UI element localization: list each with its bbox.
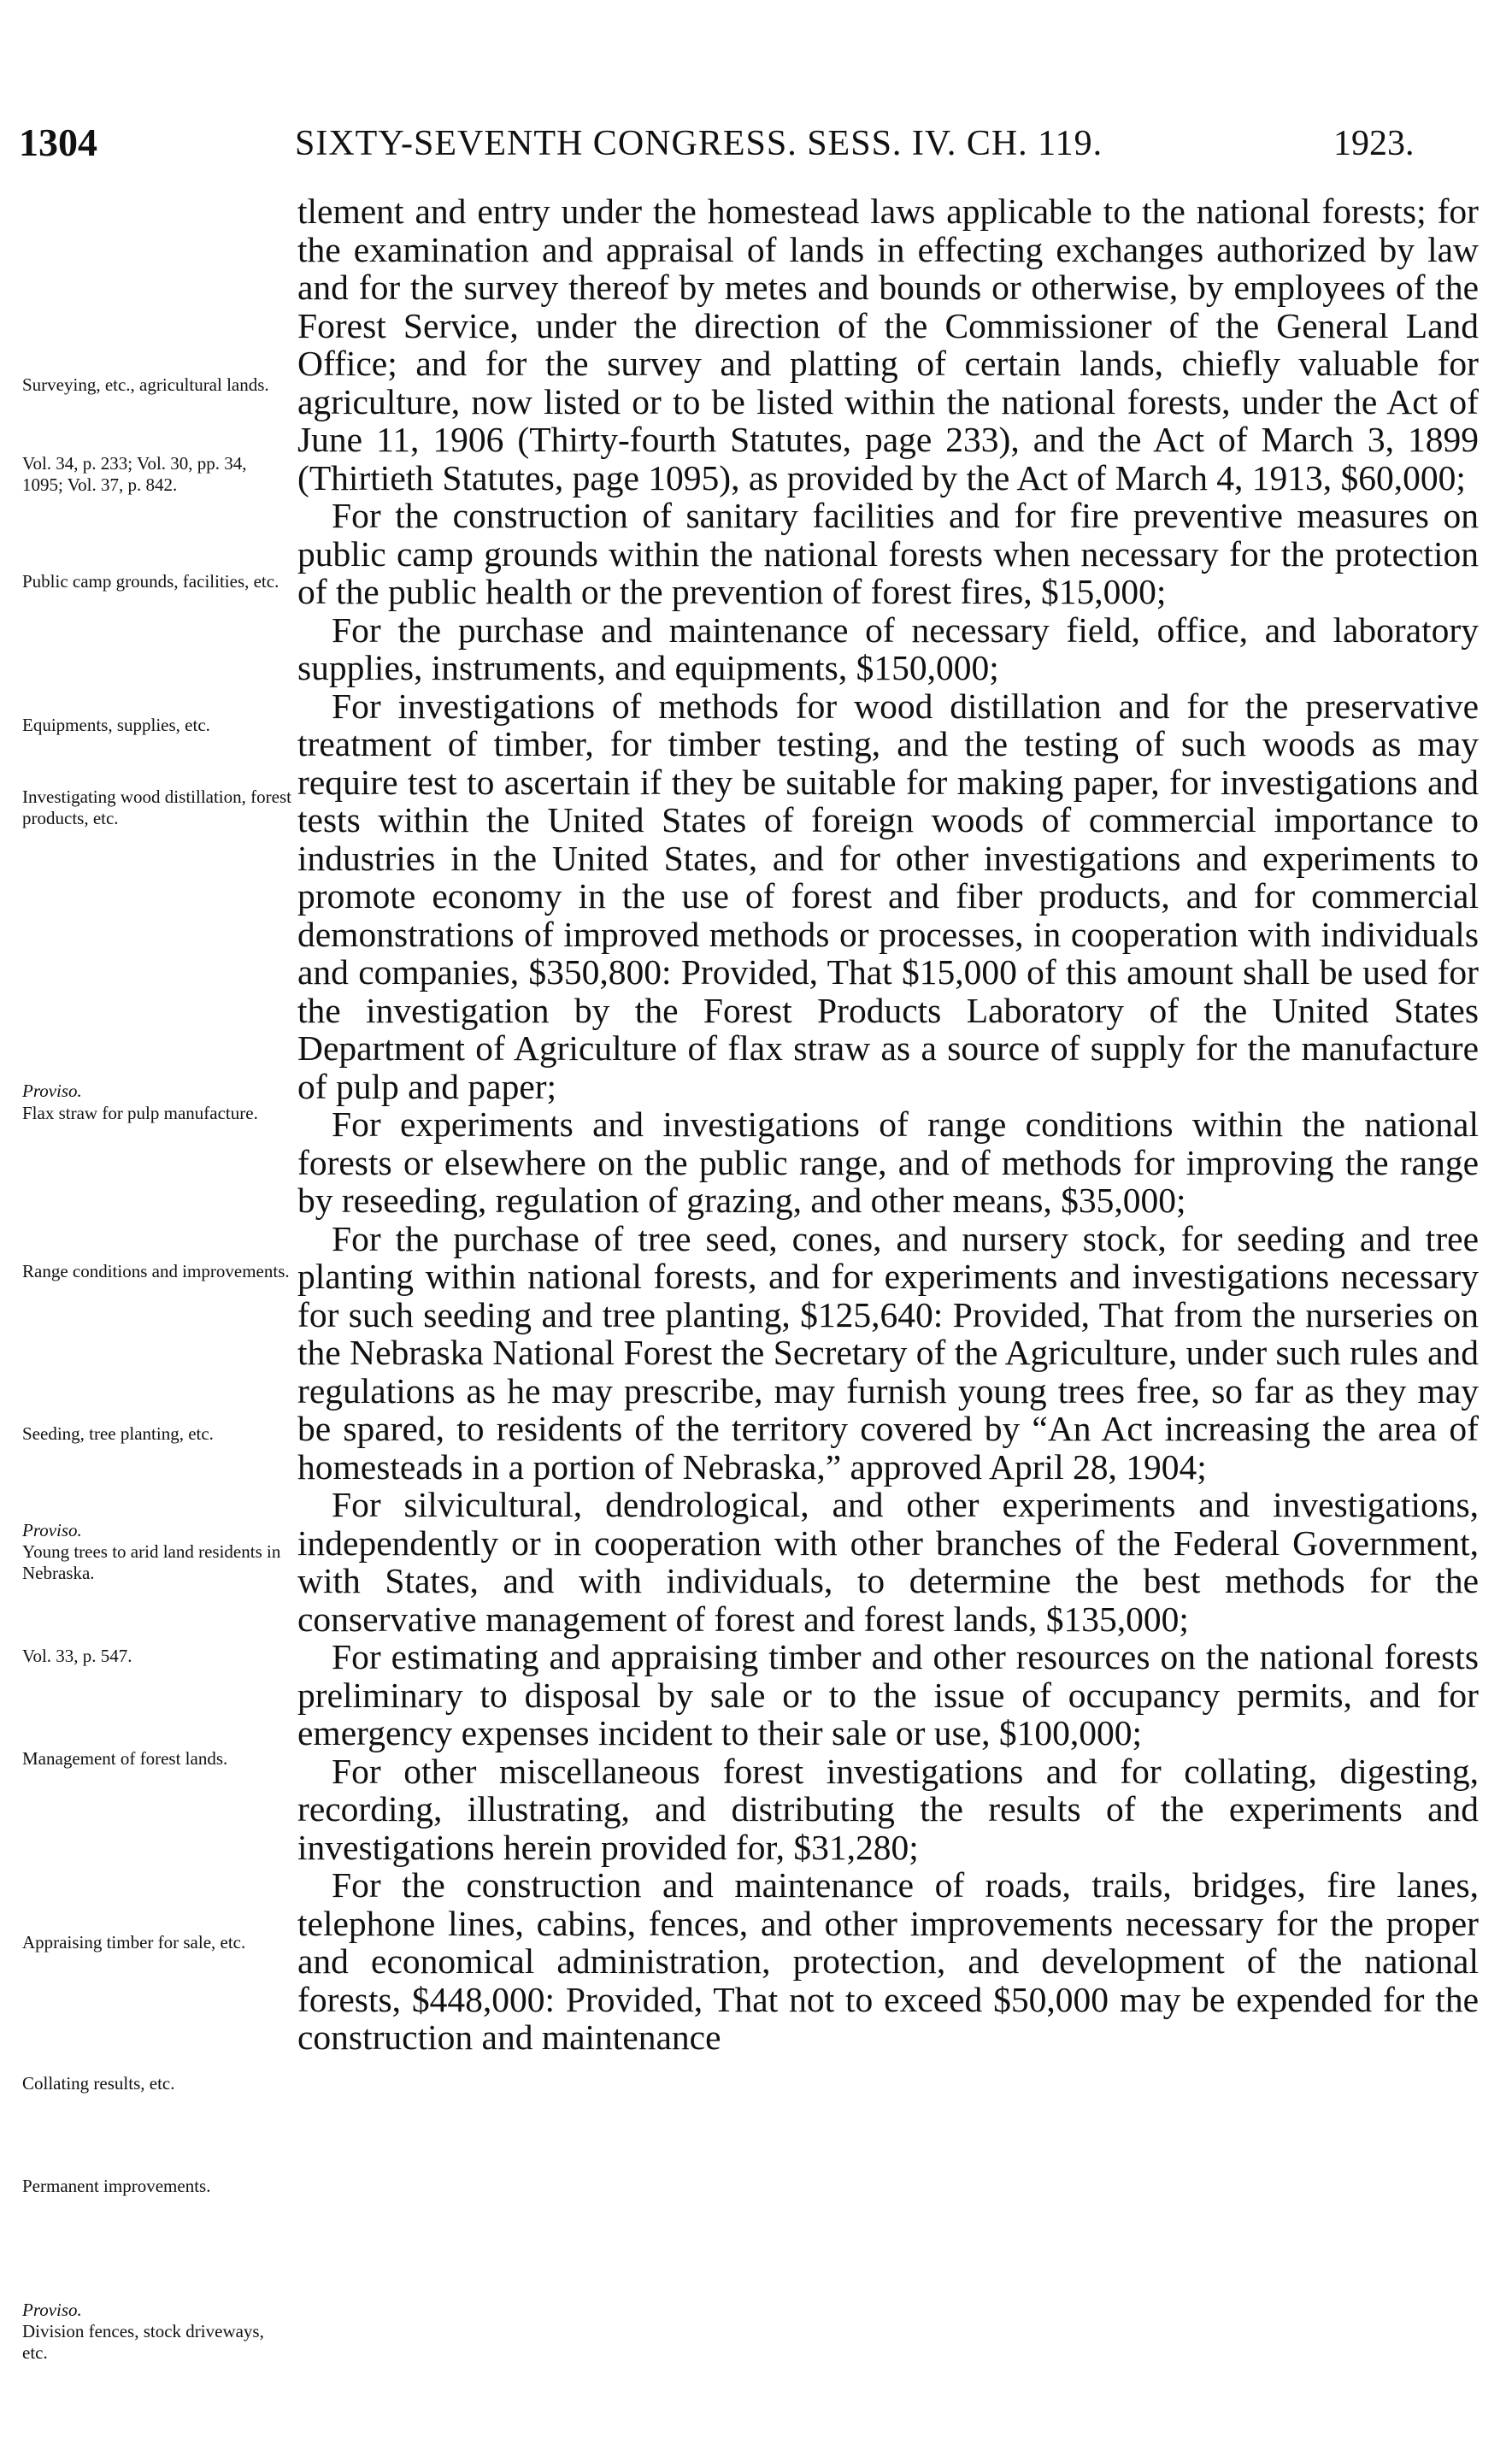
- paragraph: For the purchase of tree seed, cones, and nursery stock, for seeding and tree planting within national forests, and for experiments and investigations necessary for such seeding and tree planting, $125,640: Provided, That from the nurseries on the Nebraska National Forest the Secretary of the Agriculture, under such rules and regulations as he may prescribe, may furnish young trees free, so far as they may be spared, to residents of the territory covered by “An Act increasing the area of homesteads in a portion of Nebraska,” approved April 28, 1904;: [297, 1218, 1479, 1487]
- margin-note: Collating results, etc.: [22, 2073, 175, 2094]
- paragraph: For the construction of sanitary facilities and for fire preventive measures on public camp grounds within the national forests when necessary for the protection of the public health or the prevention of forest fires, $15,000;: [297, 496, 1479, 611]
- paragraph: For experiments and investigations of range conditions within the national forests or elsewhere on the public range, and of methods for improving the range by reseeding, regulation of grazing, and other means, $35,000;: [297, 1104, 1479, 1220]
- page-number: 1304: [19, 121, 97, 164]
- margin-note: Seeding, tree planting, etc.: [22, 1423, 214, 1444]
- margin-note-proviso: Proviso.: [22, 1520, 82, 1540]
- margin-note: Investigating wood distillation, forest products, etc.: [22, 786, 291, 828]
- paragraph: For other miscellaneous forest investigations and for collating, digesting, recording, illustrating, and distributing the results of the experiments and investigations herein provided for, $31,280;: [297, 1751, 1479, 1867]
- margin-note-proviso: Proviso.: [22, 1081, 82, 1101]
- margin-note-proviso: Proviso.: [22, 2300, 82, 2320]
- paragraph: For the purchase and maintenance of necessary field, office, and laboratory supplies, instruments, and equipments, $150,000;: [297, 610, 1479, 687]
- margin-note: Management of forest lands.: [22, 1748, 228, 1769]
- paragraph: For the construction and maintenance of roads, trails, bridges, fire lanes, telephone lines, cabins, fences, and other improvements necessary for the proper and economical administration, protection, and development of the national forests, $448,000: Provided, That not to exceed $50,000 may be expended for the construction and maintenance: [297, 1865, 1479, 2057]
- margin-note: Public camp grounds, facilities, etc.: [22, 571, 279, 592]
- margin-note: Permanent improvements.: [22, 2176, 211, 2196]
- margin-note: Range conditions and improvements.: [22, 1261, 290, 1281]
- header-year: 1923.: [1333, 124, 1415, 163]
- statute-body: [297, 192, 1479, 2057]
- margin-note: Young trees to arid land residents in Nebraska.: [22, 1541, 281, 1583]
- margin-note: Flax straw for pulp manufacture.: [22, 1103, 258, 1123]
- margin-note: Surveying, etc., agricultural lands.: [22, 374, 269, 395]
- margin-notes: [22, 0, 291, 2462]
- paragraph: tlement and entry under the homestead laws applicable to the national forests; for the examination and appraisal of lands in effecting exchanges authorized by law and for the survey thereof by metes and bounds or otherwise, by employees of the Forest Service, under the direction of the Commissioner of the General Land Office; and for the survey and platting of certain lands, chiefly valuable for agriculture, now listed or to be listed within the national forests, under the Act of June 11, 1906 (Thirty-fourth Statutes, page 233), and the Act of March 3, 1899 (Thirtieth Statutes, page 1095), as provided by the Act of March 4, 1913, $60,000;: [297, 191, 1479, 498]
- margin-note: Vol. 33, p. 547.: [22, 1646, 132, 1666]
- margin-note: Division fences, stock driveways, etc.: [22, 2321, 264, 2363]
- margin-note: Vol. 34, p. 233; Vol. 30, pp. 34, 1095; Vol. 37, p. 842.: [22, 453, 247, 495]
- paragraph: For silvicultural, dendrological, and other experiments and investigations, independently or in cooperation with other branches of the Federal Government, with States, and with individuals, to determine the best methods for the conservative management of forest and forest lands, $135,000;: [297, 1485, 1479, 1639]
- paragraph: For estimating and appraising timber and other resources on the national forests preliminary to disposal by sale or to the issue of occupancy permits, and for emergency expenses incident to their sale or use, $100,000;: [297, 1637, 1479, 1752]
- paragraph: For investigations of methods for wood distillation and for the preservative treatment of timber, for timber testing, and the testing of such woods as may require test to ascertain if they be suitable for making paper, for investigations and tests within the United States of foreign woods of commercial importance to industries in the United States, and for other investigations and experiments to promote economy in the use of forest and fiber products, and for commercial demonstrations of improved methods or processes, in cooperation with individuals and companies, $350,800: Provided, That $15,000 of this amount shall be used for the investigation by the Forest Products Laboratory of the United States Department of Agriculture of flax straw as a source of supply for the manufacture of pulp and paper;: [297, 686, 1479, 1106]
- margin-note: Appraising timber for sale, etc.: [22, 1932, 246, 1953]
- margin-note: Equipments, supplies, etc.: [22, 715, 210, 735]
- running-head: SIXTY-SEVENTH CONGRESS. SESS. IV. CH. 119.: [295, 124, 1103, 163]
